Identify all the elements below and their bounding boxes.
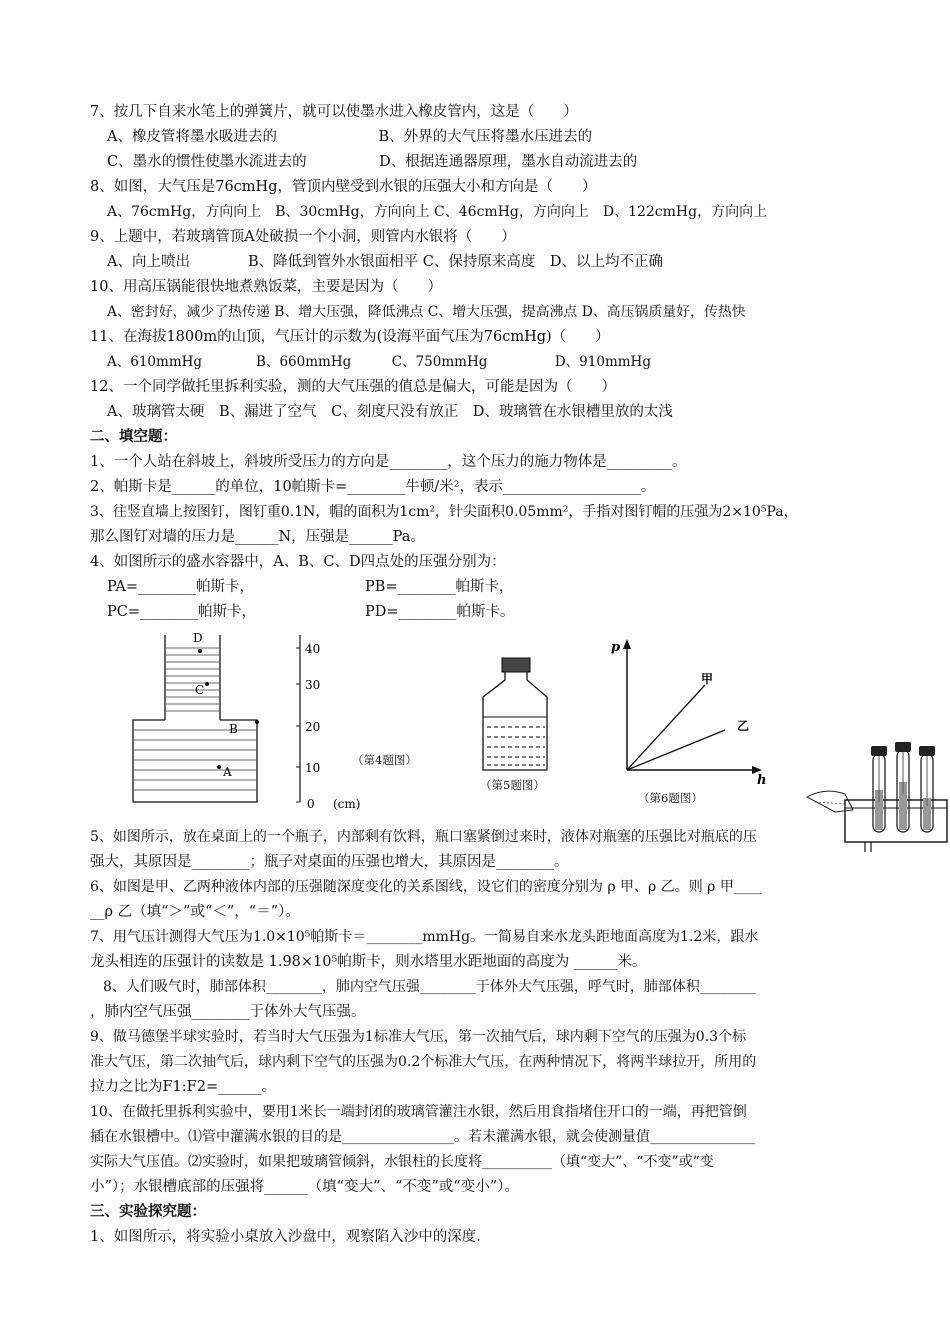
q7-options-ab: A、橡皮管将墨水吸进去的 B、外界的大气压将墨水压进去的 [107, 129, 593, 145]
q8-options: A、76cmHg，方向向上 B、30cmHg，方向向上 C、46cmHg，方向向上 D、122cmHg，方向向上 [107, 204, 768, 220]
fig4-point-c: C [195, 683, 205, 697]
fig4-tick-40: 40 [305, 642, 321, 656]
fill-q5-line2: 强大，其原因是________；瓶子对桌面的压强也增大，其原因是________。 [90, 854, 569, 870]
fig4-point-d: D [193, 631, 203, 645]
fill-q9-line2: 准大气压，第二次抽气后，球内剩下空气的压强为0.2个标准大气压，在两种情况下，将两半球拉开，所用的 [90, 1054, 757, 1070]
experiment-q1: 1、如图所示，将实验小桌放入沙盘中，观察陷入沙中的深度. [90, 1229, 481, 1245]
q7-options-cd: C、墨水的惯性使墨水流进去的 D、根据连通器原理，墨水自动流进去的 [107, 154, 638, 170]
fig4-point-b: B [229, 722, 238, 736]
test-tube-rack-diagram [805, 742, 950, 860]
q7-stem: 7、按几下自来水笔上的弹簧片，就可以使墨水进入橡皮管内，这是（ ） [90, 104, 578, 120]
q8-stem: 8、如图，大气压是76cmHg，管顶内壁受到水银的压强大小和方向是（ ） [90, 179, 597, 195]
q12-stem: 12、一个同学做托里拆利实验，测的大气压强的值总是偏大，可能是因为（ ） [90, 379, 616, 395]
fill-q8-line1: 8、人们吸气时，肺部体积________，肺内空气压强________于体外大气压强，呼气时，肺部体积________ [103, 979, 756, 995]
fill-q9-line1: 9、做马德堡半球实验时，若当时大气压强为1标准大气压，第一次抽气后，球内剩下空气的压强为0.3个标 [90, 1029, 747, 1045]
q10-options: A、密封好，减少了热传递 B、增大压强，降低沸点 C、增大压强，提高沸点 D、高压锅质量好，传热快 [107, 304, 746, 320]
section-experiment-title: 三、实验探究题： [90, 1203, 206, 1220]
fig4-tick-20: 20 [305, 720, 321, 734]
fill-q3-line1: 3、往竖直墙上按图钉，图钉重0.1N，帽的面积为1cm²，针尖面积0.05mm²，手指对图钉帽的压强为2×10⁵Pa， [90, 504, 798, 520]
fill-q7-line1: 7、用气压计测得大气压为1.0×10⁵帕斯卡＝________mmHg。一简易自来水龙头距地面高度为1.2米，跟水 [90, 929, 759, 945]
fig6-axis-p: p [611, 640, 621, 655]
fill-q4-pd: PD=________帕斯卡。 [365, 604, 515, 620]
fill-q3-line2: 那么图钉对墙的压力是______N，压强是______Pa。 [90, 529, 425, 545]
fill-q6-line1: 6、如图是甲、乙两种液体内部的压强随深度变化的关系图线，设它们的密度分别为 ρ 甲、ρ 乙。则 ρ 甲____ [90, 879, 762, 895]
q9-options: A、向上喷出 B、降低到管外水银面相平 C、保持原来高度 D、以上均不正确 [107, 254, 663, 270]
fig6-axis-h: h [757, 773, 767, 785]
fill-q4-pc: PC=________帕斯卡， [107, 604, 256, 620]
fig6-label-jia: 甲 [701, 672, 714, 686]
fill-q10-line4: 小”）；水银槽底部的压强将______（填“变大”、“不变”或“变小”）。 [90, 1179, 519, 1195]
q11-stem: 11、在海拔1800m的山顶，气压计的示数为(设海平面气压为76cmHg)（ ） [90, 329, 610, 345]
q9-stem: 9、上题中，若玻璃管顶A处破损一个小洞，则管内水银将（ ） [90, 229, 516, 245]
q11-options: A、610mmHg B、660mmHg C、750mmHg D、910mmHg [107, 354, 651, 370]
fig6-pressure-depth-graph [605, 635, 770, 785]
fill-q8-line2: ，肺内空气压强________于体外大气压强。 [90, 1004, 366, 1020]
fill-q2: 2、帕斯卡是______的单位，10帕斯卡=________牛顿/米²，表示___________________。 [90, 479, 656, 495]
fill-q4-pb: PB=________帕斯卡， [365, 579, 514, 595]
fig4-tick-10: 10 [305, 761, 321, 775]
fill-q7-line2: 龙头相连的压强计的读数是 1.98×10⁵帕斯卡，则水塔里水距地面的高度为 ______米。 [90, 954, 647, 970]
fill-q4-pa: PA=________帕斯卡， [107, 579, 255, 595]
fig6-caption: （第6题图） [638, 791, 703, 805]
fill-q6-line2: __ρ 乙（填“＞”或“＜”，“＝”）。 [90, 904, 300, 920]
fig4-unit: (cm) [333, 797, 361, 811]
fig6-label-yi: 乙 [737, 719, 750, 733]
fill-q9-line3: 拉力之比为F1:F2=______。 [90, 1079, 277, 1095]
fill-q1: 1、一个人站在斜坡上，斜坡所受压力的方向是________，这个压力的施力物体是_________。 [90, 454, 687, 470]
fig5-bottle-diagram [475, 655, 555, 775]
fill-q10-line1: 10、在做托里拆利实验中，要用1米长一端封闭的玻璃管灌注水银，然后用食指堵住开口的一端，再把管倒 [90, 1104, 747, 1120]
fig4-point-a: A [223, 765, 232, 779]
fig5-caption: （第5题图） [480, 778, 545, 792]
fill-q5-line1: 5、如图所示，放在桌面上的一个瓶子，内部剩有饮料，瓶口塞紧倒过来时，液体对瓶塞的压强比对瓶底的压 [90, 829, 757, 845]
q10-stem: 10、用高压锅能很快地煮熟饭菜，主要是因为（ ） [90, 279, 442, 295]
section-fill-in-title: 二、填空题： [90, 428, 177, 445]
fill-q10-line2: 插在水银槽中。⑴管中灌满水银的目的是________________。若未灌满水银，就会使测量值_______________ [90, 1129, 755, 1145]
fig4-container-diagram [125, 630, 395, 820]
fill-q4-stem: 4、如图所示的盛水容器中，A、B、C、D四点处的压强分别为： [90, 554, 506, 570]
fill-q10-line3: 实际大气压值。⑵实验时，如果把玻璃管倾斜，水银柱的长度将__________（填“变大”、“不变”或“变 [90, 1154, 714, 1170]
fig4-caption: （第4题图） [352, 753, 417, 767]
q12-options: A、玻璃管太硬 B、漏进了空气 C、刻度尺没有放正 D、玻璃管在水银槽里放的太浅 [107, 404, 673, 420]
fig4-tick-30: 30 [305, 678, 321, 692]
fig4-tick-0: 0 [307, 797, 315, 811]
